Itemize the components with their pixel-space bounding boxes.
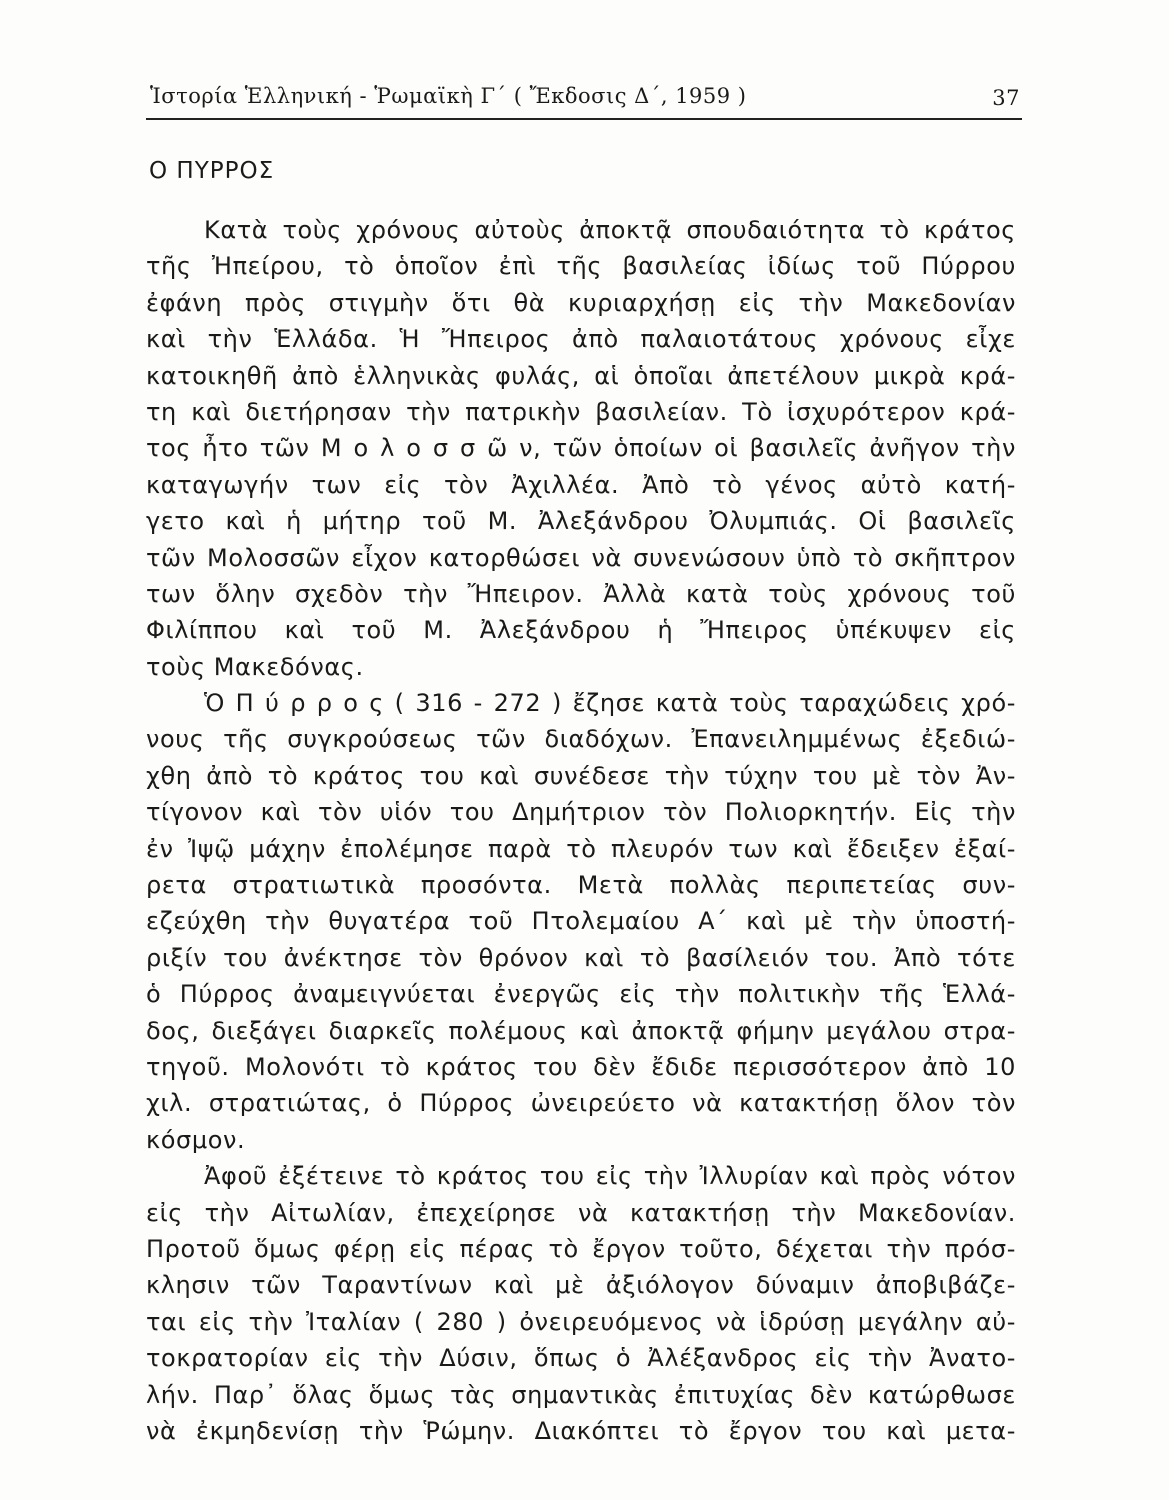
paragraph-3 — [146, 1158, 1016, 1449]
text-line: Κατὰ τοὺς χρόνους αὐτοὺς ἀποκτᾷ σπουδαιότητα τὸ κράτος — [204, 216, 1016, 244]
text-line: εἰς τὴν Αἰτωλίαν, ἐπεχείρησε νὰ κατακτήσῃ τὴν Μακεδονίαν. — [146, 1198, 1016, 1227]
text-line: ριξίν του ἀνέκτησε τὸν θρόνον καὶ τὸ βασίλειόν του. Ἀπὸ τότε — [146, 943, 1016, 972]
text-line: καὶ τὴν Ἑλλάδα. Ἡ Ἤπειρος ἀπὸ παλαιοτάτους χρόνους εἶχε — [146, 325, 1016, 354]
text-line: κόσμον. — [146, 1125, 246, 1154]
text-line: κατοικηθῆ ἀπὸ ἑλληνικὰς φυλάς, αἱ ὁποῖαι ἀπετέλουν μικρὰ κρά- — [146, 361, 1016, 390]
text-line: Ἀφοῦ ἐξέτεινε τὸ κράτος του εἰς τὴν Ἰλλυρίαν καὶ πρὸς νότον — [204, 1162, 1016, 1191]
text-line: τοκρατορίαν εἰς τὴν Δύσιν, ὅπως ὁ Ἀλέξανδρος εἰς τὴν Ἀνατο- — [146, 1344, 1016, 1373]
text-line: ἐφάνη πρὸς στιγμὴν ὅτι θὰ κυριαρχήσῃ εἰς τὴν Μακεδονίαν — [146, 288, 1016, 317]
text-line: τοὺς Μακεδόνας. — [146, 652, 364, 681]
text-line: Προτοῦ ὅμως φέρῃ εἰς πέρας τὸ ἔργον τοῦτο, δέχεται τὴν πρόσ- — [146, 1234, 1016, 1263]
text-line: τη καὶ διετήρησαν τὴν πατρικὴν βασιλείαν. Τὸ ἰσχυρότερον κρά- — [146, 397, 1016, 426]
body-text — [146, 212, 1016, 1449]
text-line: Φιλίππου καὶ τοῦ Μ. Ἀλεξάνδρου ἡ Ἤπειρος ὑπέκυψεν εἰς — [146, 616, 1016, 645]
page-number: 37 — [992, 86, 1020, 110]
text-line: τίγονον καὶ τὸν υἱόν του Δημήτριον τὸν Πολιορκητήν. Εἰς τὴν — [146, 798, 1016, 827]
text-line: λήν. Παρ᾽ ὅλας ὅμως τὰς σημαντικὰς ἐπιτυχίας δὲν κατώρθωσε — [146, 1380, 1016, 1409]
text-line: των ὅλην σχεδὸν τὴν Ἤπειρον. Ἀλλὰ κατὰ τοὺς χρόνους τοῦ — [146, 579, 1016, 608]
text-line: τηγοῦ. Μολονότι τὸ κράτος του δὲν ἔδιδε περισσότερον ἀπὸ 10 — [146, 1052, 1016, 1081]
text-line: τος ἦτο τῶν Μ ο λ ο σ σ ῶ ν, τῶν ὁποίων οἱ βασιλεῖς ἀνῆγον τὴν — [146, 434, 1016, 463]
text-line: νους τῆς συγκρούσεως τῶν διαδόχων. Ἐπανειλημμένως ἐξεδιώ- — [146, 725, 1016, 754]
text-line: κλησιν τῶν Ταραντίνων καὶ μὲ ἀξιόλογον δύναμιν ἀποβιβάζε- — [146, 1271, 1016, 1300]
paragraph-1 — [146, 212, 1016, 685]
text-line: γετο καὶ ἡ μήτηρ τοῦ Μ. Ἀλεξάνδρου Ὀλυμπιάς. Οἱ βασιλεῖς — [146, 507, 1016, 536]
text-line: ρετα στρατιωτικὰ προσόντα. Μετὰ πολλὰς περιπετείας συν- — [146, 871, 1016, 900]
text-line: δος, διεξάγει διαρκεῖς πολέμους καὶ ἀποκτᾷ φήμην μεγάλου στρα- — [146, 1016, 1016, 1045]
text-line: νὰ ἐκμηδενίσῃ τὴν Ῥώμην. Διακόπτει τὸ ἔργον του καὶ μετα- — [146, 1416, 1016, 1445]
text-line: χθη ἀπὸ τὸ κράτος του καὶ συνέδεσε τὴν τύχην του μὲ τὸν Ἀν- — [146, 761, 1016, 790]
paragraph-2 — [146, 685, 1016, 1158]
text-line: ται εἰς τὴν Ἰταλίαν ( 280 ) ὀνειρευόμενος νὰ ἱδρύσῃ μεγάλην αὐ- — [146, 1307, 1016, 1336]
text-line: τῆς Ἠπείρου, τὸ ὁποῖον ἐπὶ τῆς βασιλείας ἰδίως τοῦ Πύρρου — [146, 252, 1016, 281]
text-line: εζεύχθη τὴν θυγατέρα τοῦ Πτολεμαίου Α΄ καὶ μὲ τὴν ὑποστή- — [146, 907, 1016, 936]
running-header — [146, 78, 1022, 120]
text-line: τῶν Μολοσσῶν εἶχον κατορθώσει νὰ συνενώσουν ὑπὸ τὸ σκῆπτρον — [146, 543, 1016, 572]
text-line: ἐν Ἰψῷ μάχην ἐπολέμησε παρὰ τὸ πλευρόν των καὶ ἔδειξεν ἐξαί- — [146, 834, 1016, 863]
text-line: χιλ. στρατιώτας, ὁ Πύρρος ὠνειρεύετο νὰ κατακτήσῃ ὅλον τὸν — [146, 1089, 1016, 1118]
chapter-title: Ο ΠΥΡΡΟΣ — [149, 158, 275, 184]
text-line: Ὁ Π ύ ρ ρ ο ς ( 316 - 272 ) ἔζησε κατὰ τοὺς ταραχώδεις χρό- — [204, 689, 1016, 718]
text-line: ὁ Πύρρος ἀναμειγνύεται ἐνεργῶς εἰς τὴν πολιτικὴν τῆς Ἑλλά- — [146, 980, 1016, 1009]
header-title: Ἱστορία Ἑλληνική - Ῥωμαϊκὴ Γ΄ ( Ἔκδοσις Δ΄, 1959 ) — [150, 84, 747, 108]
text-line: καταγωγήν των εἰς τὸν Ἀχιλλέα. Ἀπὸ τὸ γένος αὐτὸ κατή- — [146, 470, 1016, 499]
